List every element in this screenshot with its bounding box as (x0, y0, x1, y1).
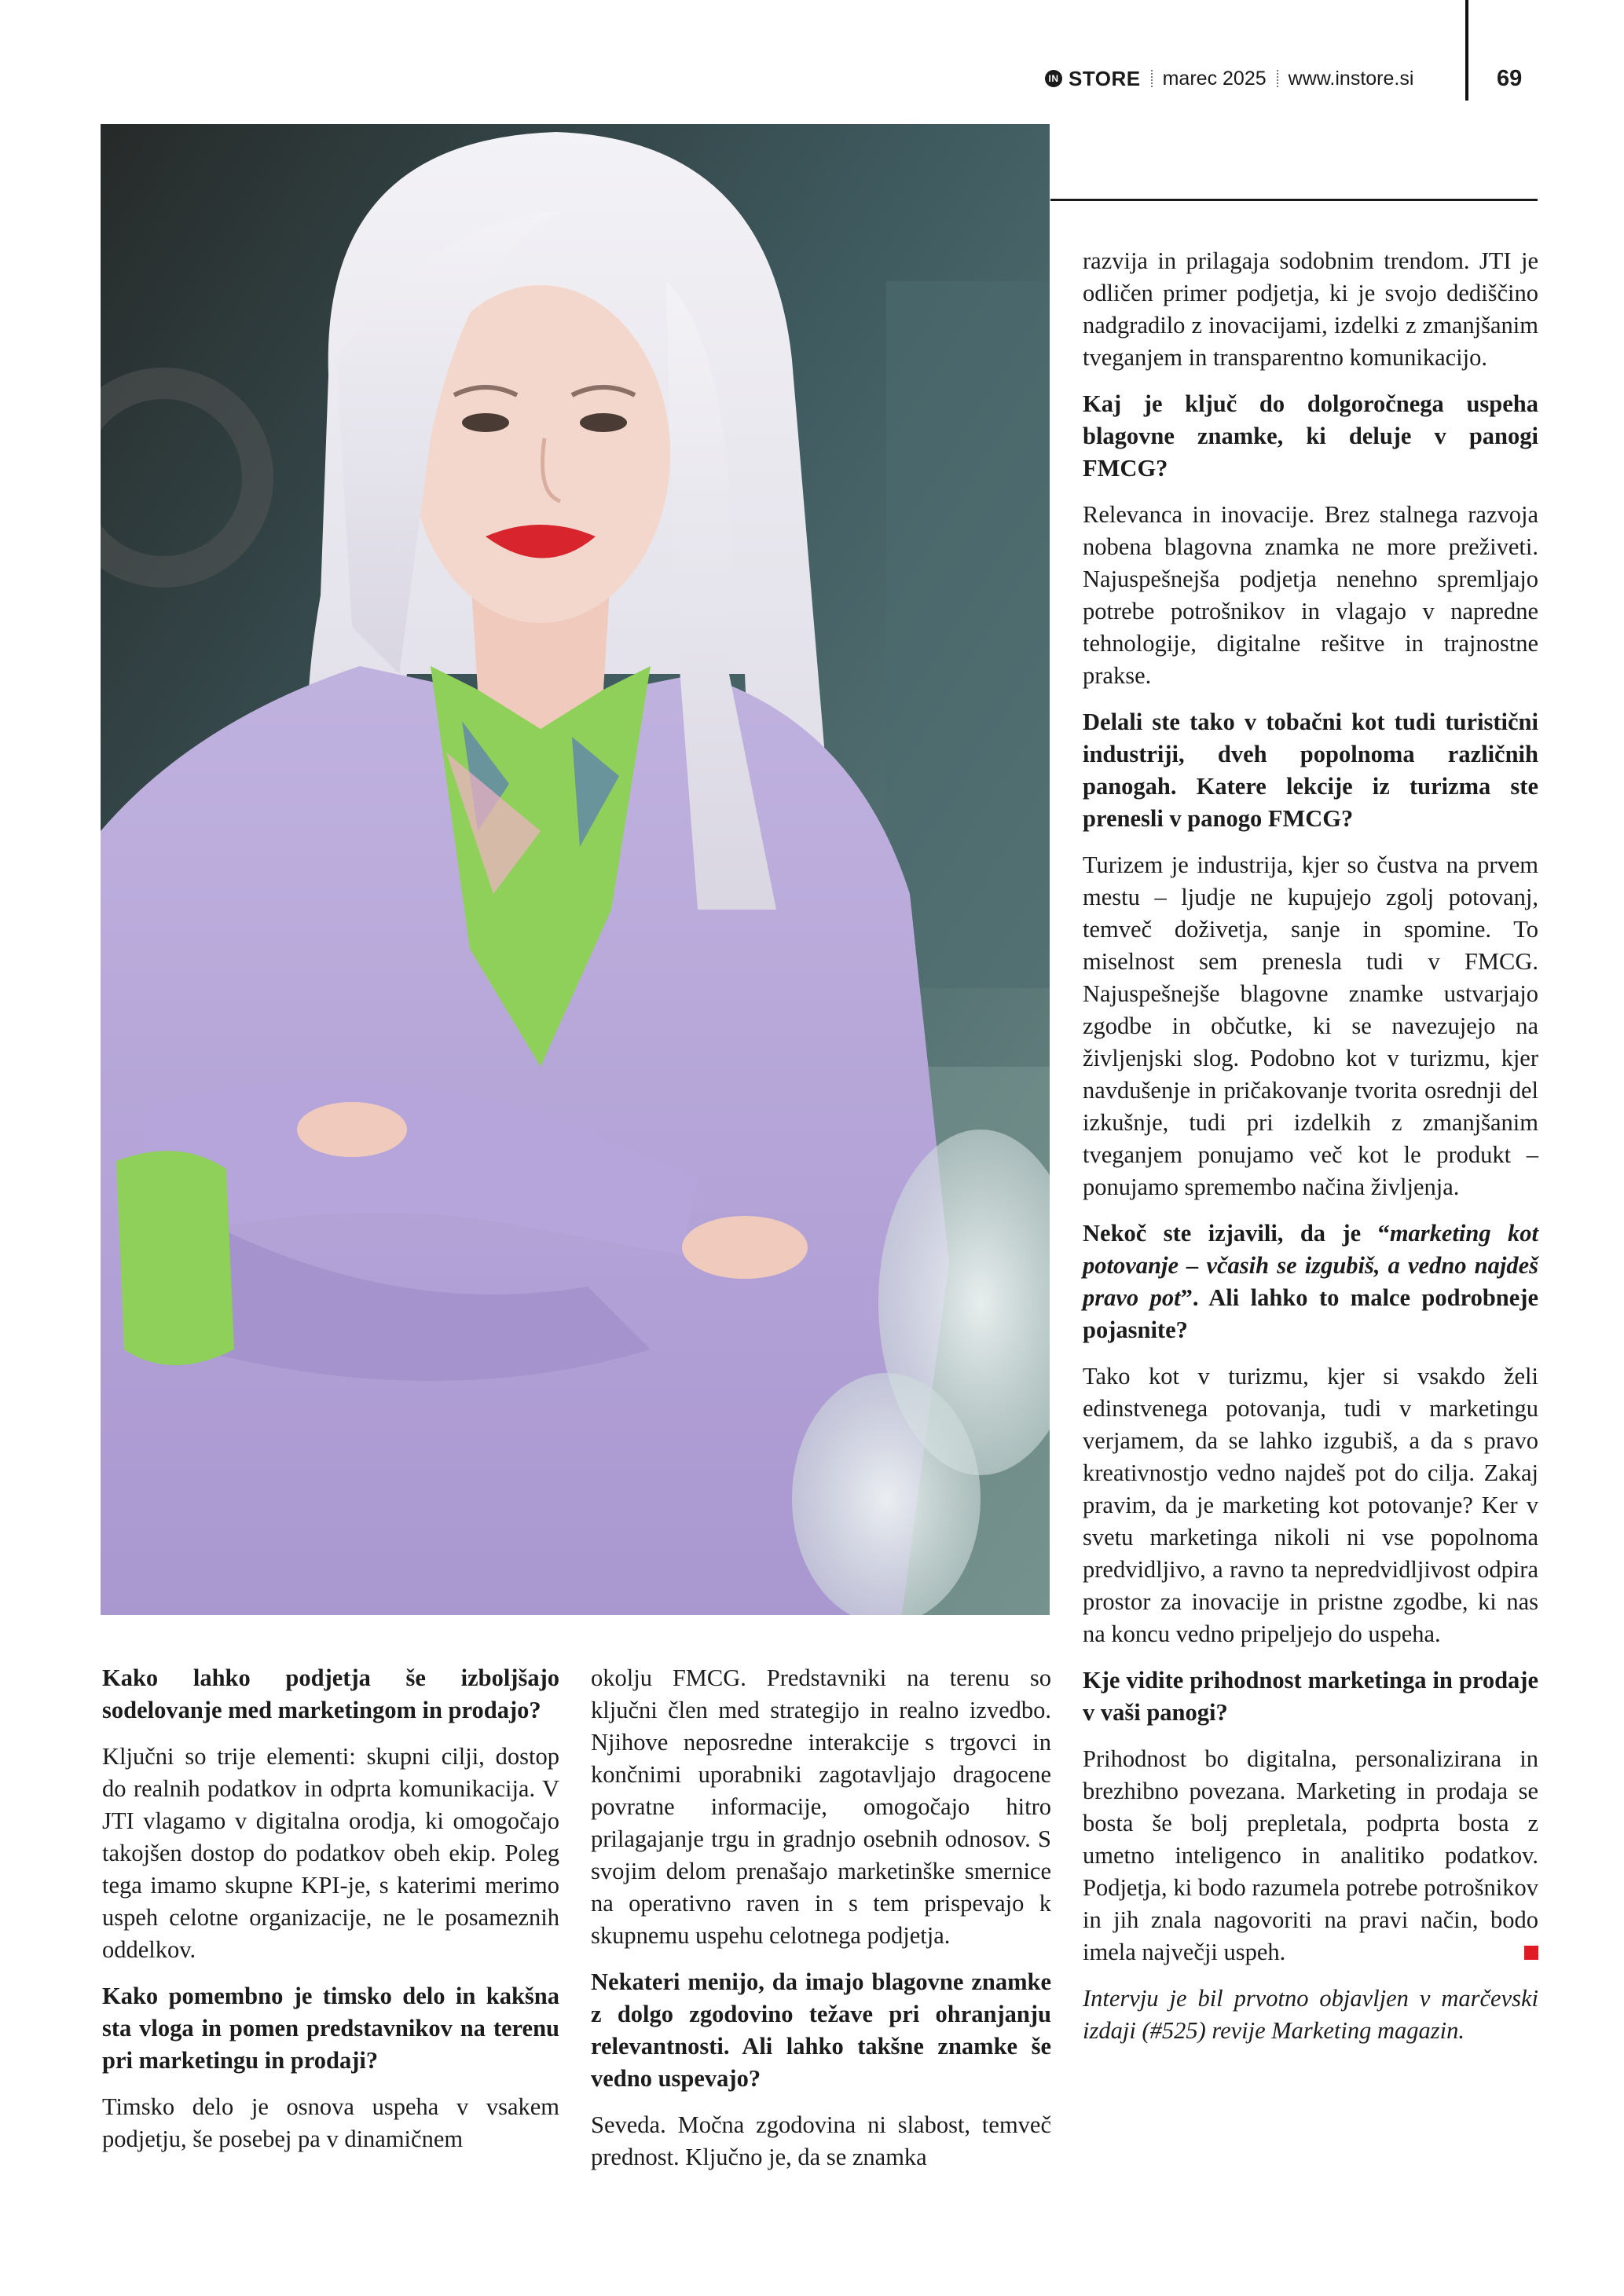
instore-logo-icon: IN (1045, 70, 1062, 87)
question (1083, 1218, 1538, 1346)
question: Kaj je ključ do dolgoročnega uspeha blagovne znamke, ki deluje v panogi FMCG? (1083, 390, 1538, 482)
answer: Turizem je industrija, kjer so čustva na prvem mestu – ljudje ne kupujejo zgolj potovanj, temveč doživetja, sanje in spomine. To miselnost sem prenesla tudi v FMCG. Najuspešnejše blagovne znamke ustvarjajo zgodbe in občutke, ki se navezujejo na življenjski slog. Podobno kot v turizmu, kjer navdušenje in pričakovanje tvorita osrednji del izkušnje, tudi pri izdelkih z zmanjšanim tveganjem ponujamo več kot le produkt – ponujamo spremembo načina življenja. (1083, 851, 1538, 1200)
answer: Relevanca in inovacije. Brez stalnega razvoja nobena blagovna znamka ne more preživeti. Najuspešnejša podjetja nenehno spremljajo potrebe potrošnikov in vlagajo v napredne tehnologije, digitalne rešitve in trajnostne prakse. (1083, 501, 1538, 689)
question: Kje vidite prihodnost marketinga in prodaje v vaši panogi? (1083, 1667, 1538, 1726)
article-column-2 (591, 1662, 1051, 2188)
column-top-rule (1050, 199, 1538, 201)
answer: Seveda. Močna zgodovina ni slabost, temveč prednost. Ključno je, da se znamka (591, 2111, 1051, 2170)
page-number: 69 (1497, 66, 1523, 91)
answer-text: Prihodnost bo digitalna, personalizirana in brezhibno povezana. Marketing in prodaja se bosta še bolj prepletala, podprta bosta z umetno inteligenco in analitiko podatkov. Podjetja, ki bodo razumela potrebe potrošnikov in jih znala nagovoriti na pravi način, bodo imela največji uspeh. (1083, 1745, 1538, 1965)
quote-text: marketing kot potovanje – včasih se izgubiš, a vedno najdeš pravo pot (1083, 1220, 1539, 1311)
question: Delali ste tako v tobačni kot tudi turistični industriji, dveh popolnoma različnih panogah. Katere lekcije iz turizma ste prenesli v panogo FMCG? (1083, 709, 1538, 832)
question: Nekateri menijo, da imajo blagovne znamke z dolgo zgodovino težave pri ohranjanju relevantnosti. Ali lahko takšne znamke še vedno uspevajo? (591, 1968, 1051, 2092)
answer (1083, 1743, 1538, 1968)
question: Kako lahko podjetja še izboljšajo sodelovanje med marketingom in prodajo? (102, 1664, 559, 1723)
publication-note: Intervju je bil prvotno objavljen v marčevski izdaji (#525) revije Marketing magazin. (1083, 1985, 1538, 2044)
answer-continued: razvija in prilagaja sodobnim trendom. JTI je odličen primer podjetja, ki je svojo dediščino nadgradilo z inovacijami, izdelki z zmanjšanim tveganjem in transparentno komunikacijo. (1083, 247, 1538, 371)
article-column-1 (102, 1662, 559, 2170)
header-separator (1277, 70, 1278, 87)
header-divider (1465, 0, 1468, 101)
website-link[interactable]: www.instore.si (1288, 67, 1414, 90)
store-logo (1045, 67, 1141, 91)
answer: Tako kot v turizmu, kjer si vsakdo želi edinstvenega potovanja, tudi v marketingu verjamem, da se lahko izgubiš, a da s pravo kreativnostjo vedno najdeš pot do cilja. Zakaj pravim, da je marketing kot potovanje? Ker v svetu marketinga nikoli ni vse popolnoma predvidljivo, a ravno ta nepredvidljivost odpira prostor za inovacije in pristne zgodbe, ki nas na koncu vedno pripeljejo do uspeha. (1083, 1363, 1538, 1647)
end-mark-icon (1524, 1946, 1538, 1960)
page-header (1045, 63, 1413, 94)
issue-date: marec 2025 (1162, 67, 1267, 90)
question-text: Nekoč ste izjavili, da je “ (1083, 1220, 1390, 1247)
question: Kako pomembno je timsko delo in kakšna sta vloga in pomen predstavnikov na terenu pri marketingu in prodaji? (102, 1983, 559, 2074)
article-column-3 (1083, 245, 1538, 2061)
question-text: ”. Ali lahko to malce podrobneje pojasnite? (1083, 1284, 1538, 1343)
portrait-photo (101, 124, 1050, 1615)
answer: Timsko delo je osnova uspeha v vsakem podjetju, še posebej pa v dinamičnem (102, 2093, 559, 2152)
answer-continued: okolju FMCG. Predstavniki na terenu so ključni člen med strategijo in realno izvedbo. Njihove neposredne interakcije s trgovci in končnimi uporabniki zagotavljajo dragocene povratne informacije, omogočajo hitro prilagajanje trgu in gradnjo osebnih odnosov. S svojim delom prenašajo marketinške smernice na operativno raven in s tem prispevajo k skupnemu uspehu celotnega podjetja. (591, 1664, 1051, 1949)
header-separator (1151, 70, 1153, 87)
logo-text: STORE (1069, 66, 1141, 90)
answer: Ključni so trije elementi: skupni cilji, dostop do realnih podatkov in odprta komunikacija. V JTI vlagamo v digitalna orodja, ki omogočajo takojšen dostop do podatkov obeh ekip. Poleg tega imamo skupne KPI-je, s katerimi merimo uspeh celotne organizacije, ne le posameznih oddelkov. (102, 1743, 559, 1963)
